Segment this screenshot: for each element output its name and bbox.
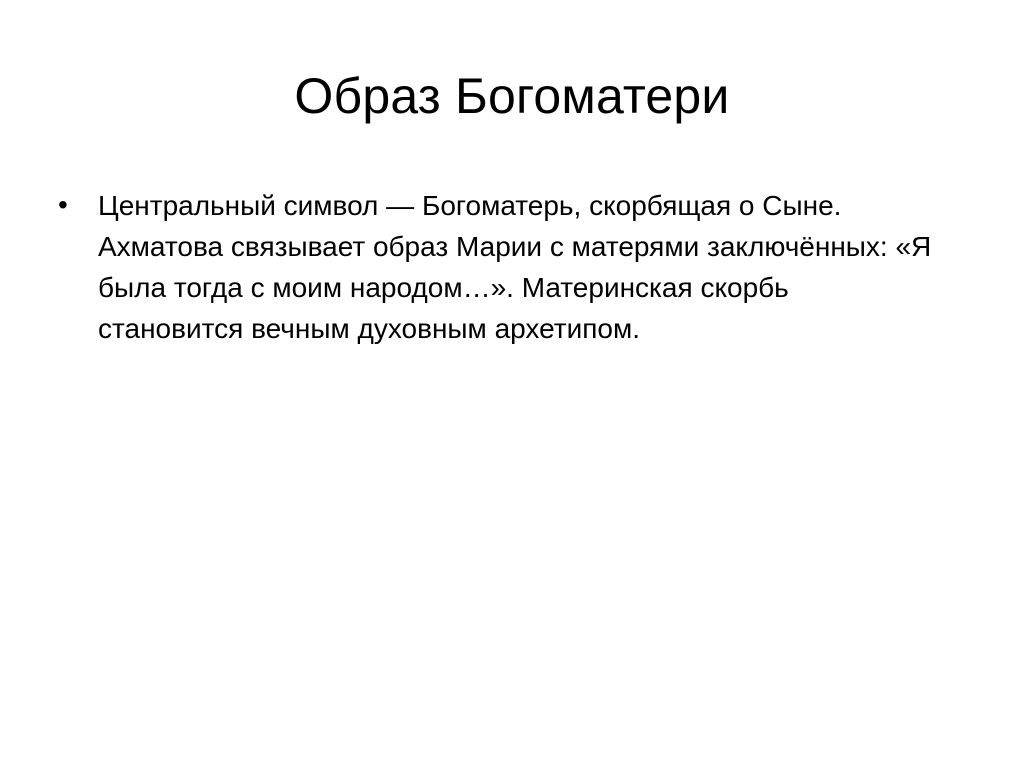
bullet-marker: • <box>58 189 68 220</box>
slide-title: Образ Богоматери <box>294 68 730 124</box>
list-item <box>56 185 956 349</box>
bullet-list <box>56 185 956 349</box>
bullet-text: Центральный символ — Богоматерь, скорбящая о Сыне. Ахматова связывает образ Марии с матерями заключённых: «Я была тогда с моим народом…». Материнская скорбь становится вечным духовным архетипом. <box>98 190 932 344</box>
